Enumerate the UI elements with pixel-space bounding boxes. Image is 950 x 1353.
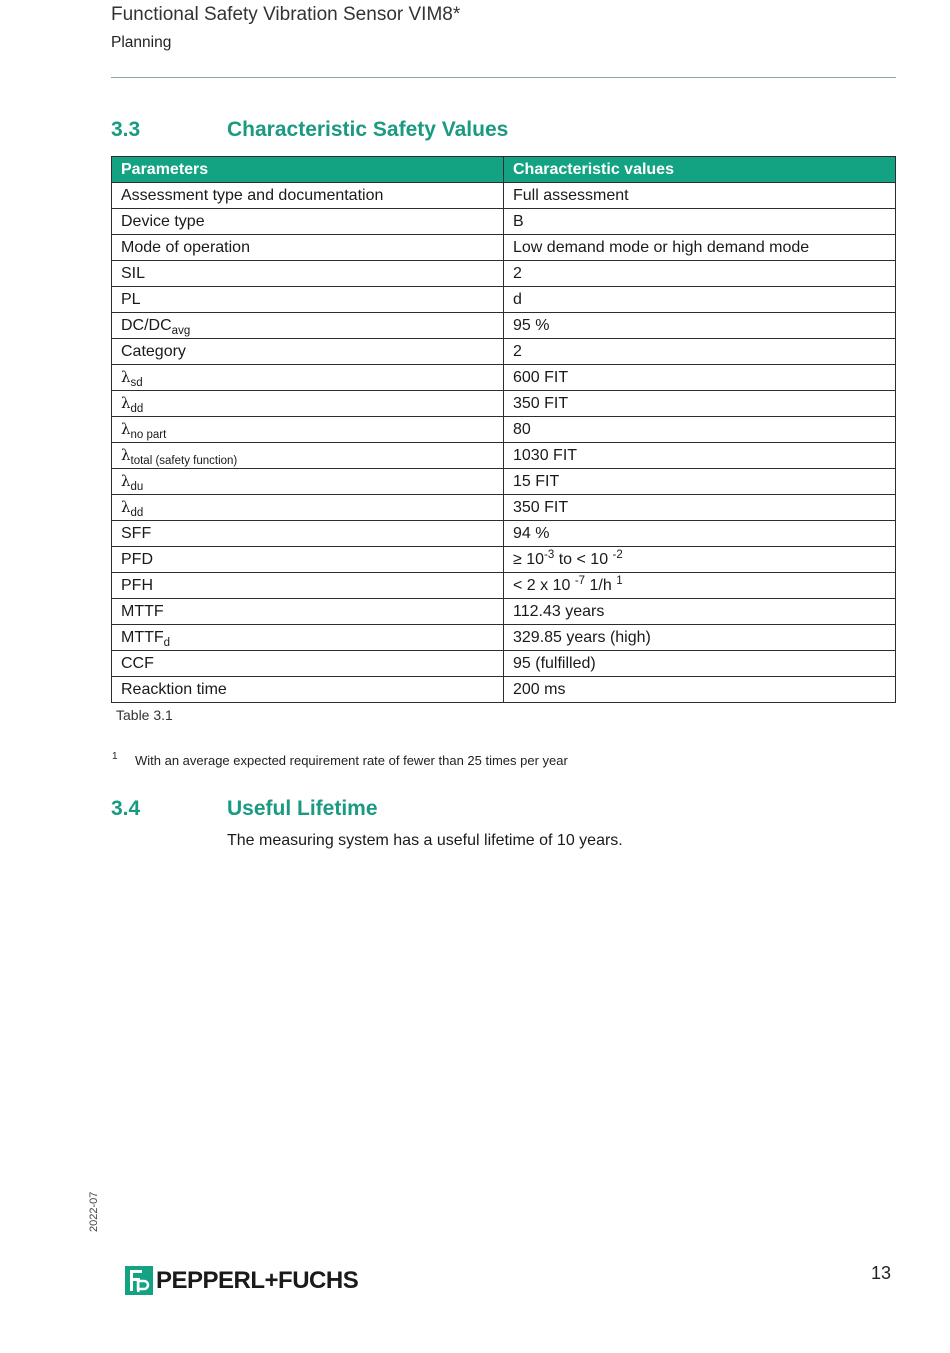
section-number: 3.3	[111, 118, 141, 141]
logo-wordmark: PEPPERL+FUCHS	[156, 1266, 359, 1294]
param-subscript: total (safety function)	[130, 454, 238, 467]
company-logo	[125, 1266, 358, 1295]
table-row	[112, 651, 896, 677]
value-cell: Full assessment	[504, 183, 896, 209]
value-cell: 600 FIT	[504, 365, 896, 391]
param-cell	[112, 417, 504, 443]
param-cell: PFH	[112, 573, 504, 599]
param-cell	[112, 443, 504, 469]
logo-icon	[125, 1266, 153, 1295]
param-cell: SFF	[112, 521, 504, 547]
section-number: 3.4	[111, 797, 141, 820]
param-cell: Assessment type and documentation	[112, 183, 504, 209]
table-row	[112, 443, 896, 469]
table-row	[112, 391, 896, 417]
table-row	[112, 235, 896, 261]
param-subscript: avg	[171, 324, 191, 337]
value-cell: d	[504, 287, 896, 313]
table-row	[112, 261, 896, 287]
value-part: < 2 x 10	[513, 576, 575, 594]
value-exponent: -3	[544, 548, 555, 561]
param-cell: Reacktion time	[112, 677, 504, 703]
table-row	[112, 183, 896, 209]
table-row	[112, 547, 896, 573]
value-part: ≥ 10	[513, 550, 545, 568]
column-header-values: Characteristic values	[504, 157, 896, 183]
lambda-symbol: λ	[121, 419, 131, 438]
value-exponent: -2	[612, 548, 623, 561]
value-cell: 2	[504, 339, 896, 365]
value-cell: 2	[504, 261, 896, 287]
value-part: to < 10	[554, 550, 613, 568]
param-cell: PFD	[112, 547, 504, 573]
value-cell: 350 FIT	[504, 495, 896, 521]
footnote-text: With an average expected requirement rate of fewer than 25 times per year	[135, 753, 568, 768]
param-cell: CCF	[112, 651, 504, 677]
safety-values-table	[111, 156, 896, 703]
param-cell	[112, 469, 504, 495]
section-heading: Characteristic Safety Values	[227, 118, 509, 141]
logo-glyph-icon	[125, 1266, 153, 1295]
table-row	[112, 677, 896, 703]
param-main: MTTF	[121, 628, 164, 646]
lambda-symbol: λ	[121, 393, 131, 412]
footnote-mark: 1	[112, 751, 118, 762]
value-cell: 200 ms	[504, 677, 896, 703]
table-caption: Table 3.1	[116, 707, 173, 723]
param-cell	[112, 625, 504, 651]
param-cell: MTTF	[112, 599, 504, 625]
param-cell: Mode of operation	[112, 235, 504, 261]
value-cell: 95 (fulfilled)	[504, 651, 896, 677]
lambda-symbol: λ	[121, 367, 131, 386]
value-cell: 112.43 years	[504, 599, 896, 625]
table-row	[112, 417, 896, 443]
section-body-text: The measuring system has a useful lifetime of 10 years.	[227, 832, 623, 849]
value-cell: 80	[504, 417, 896, 443]
table-row	[112, 365, 896, 391]
param-subscript: dd	[130, 506, 144, 519]
revision-date: 2022-07	[88, 1191, 100, 1232]
param-cell: PL	[112, 287, 504, 313]
param-cell: Category	[112, 339, 504, 365]
param-cell	[112, 313, 504, 339]
column-header-parameters: Parameters	[112, 157, 504, 183]
param-cell	[112, 495, 504, 521]
value-cell: 15 FIT	[504, 469, 896, 495]
param-main: DC/DC	[121, 316, 172, 334]
document-title: Functional Safety Vibration Sensor VIM8*	[111, 4, 461, 25]
value-cell: 350 FIT	[504, 391, 896, 417]
value-cell	[504, 573, 896, 599]
lambda-symbol: λ	[121, 471, 131, 490]
table-row	[112, 495, 896, 521]
page-number: 13	[871, 1263, 892, 1283]
table-row	[112, 287, 896, 313]
lambda-symbol: λ	[121, 445, 131, 464]
table-row	[112, 599, 896, 625]
table-header-row	[112, 157, 896, 183]
param-cell: SIL	[112, 261, 504, 287]
value-exponent: -7	[574, 574, 586, 587]
table-row	[112, 339, 896, 365]
param-subscript: d	[163, 636, 171, 649]
table-row	[112, 469, 896, 495]
header-divider	[111, 77, 896, 78]
param-cell	[112, 391, 504, 417]
param-cell: Device type	[112, 209, 504, 235]
table-row	[112, 313, 896, 339]
footnote-reference: 1	[616, 574, 623, 587]
value-cell: 329.85 years (high)	[504, 625, 896, 651]
value-cell: 95 %	[504, 313, 896, 339]
table-row	[112, 209, 896, 235]
value-cell: Low demand mode or high demand mode	[504, 235, 896, 261]
value-cell: 94 %	[504, 521, 896, 547]
param-subscript: sd	[130, 376, 143, 389]
table-row	[112, 625, 896, 651]
value-cell: B	[504, 209, 896, 235]
param-subscript: du	[130, 480, 144, 493]
chapter-name: Planning	[111, 34, 172, 51]
table-row	[112, 573, 896, 599]
table-row	[112, 521, 896, 547]
value-cell: 1030 FIT	[504, 443, 896, 469]
value-cell	[504, 547, 896, 573]
lambda-symbol: λ	[121, 497, 131, 516]
param-cell	[112, 365, 504, 391]
param-subscript: no part	[130, 428, 167, 441]
param-subscript: dd	[130, 402, 144, 415]
value-part: 1/h	[585, 576, 617, 594]
section-heading: Useful Lifetime	[227, 797, 378, 820]
